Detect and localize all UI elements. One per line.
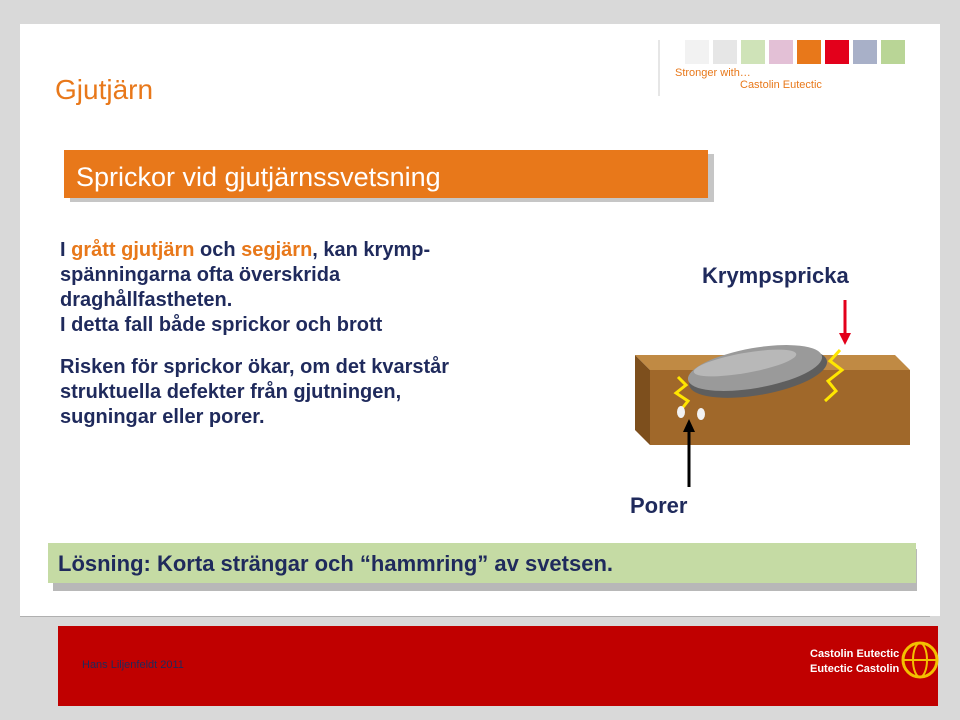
tagline-line2: Castolin Eutectic [740,79,822,91]
header-divider [658,40,660,96]
swatch [881,40,905,64]
swatch [853,40,877,64]
highlight-ductile-iron: segjärn [241,239,313,261]
castolin-eutectic-logo [810,640,940,680]
swatch [685,40,709,64]
para1-line1 [60,238,430,263]
swatch [741,40,765,64]
solution-text: Lösning: Korta strängar och “hammring” av svetsen. [58,551,614,576]
text-run: I [60,239,72,261]
pore [697,408,705,420]
logo-line1: Castolin Eutectic [810,648,900,660]
crack-arrow-head [839,333,851,345]
swatch [797,40,821,64]
block-side [635,355,650,445]
text-run: och [194,239,242,261]
para1-line4: I detta fall både sprickor och brott [60,314,383,336]
para2-line3: sugningar eller porer. [60,406,265,428]
label-pores: Porer [630,493,688,518]
para1-line3: draghållfastheten. [60,289,233,311]
para2-line2: struktuella defekter från gjutningen, [60,381,402,403]
para1-line2: spänningarna ofta överskrida [60,264,341,286]
swatch [825,40,849,64]
swatch [769,40,793,64]
footer-rule [20,616,930,617]
text-run: , kan krymp- [312,239,431,261]
weld-crack-illustration [630,295,920,495]
para2-line1: Risken för sprickor ökar, om det kvarstår [60,356,450,378]
logo-line2: Eutectic Castolin [810,663,900,675]
pore [677,406,685,418]
section-banner-text: Sprickor vid gjutjärnssvetsning [76,162,441,192]
tagline-line1: Stronger with… [675,67,751,79]
footer-author: Hans Liljenfeldt 2011 [82,659,184,671]
slide-title: Gjutjärn [55,74,154,105]
highlight-gray-cast-iron: grått gjutjärn [71,239,195,261]
label-shrink-crack: Krympspricka [702,263,849,288]
swatch [713,40,737,64]
footer-bar [58,626,938,706]
